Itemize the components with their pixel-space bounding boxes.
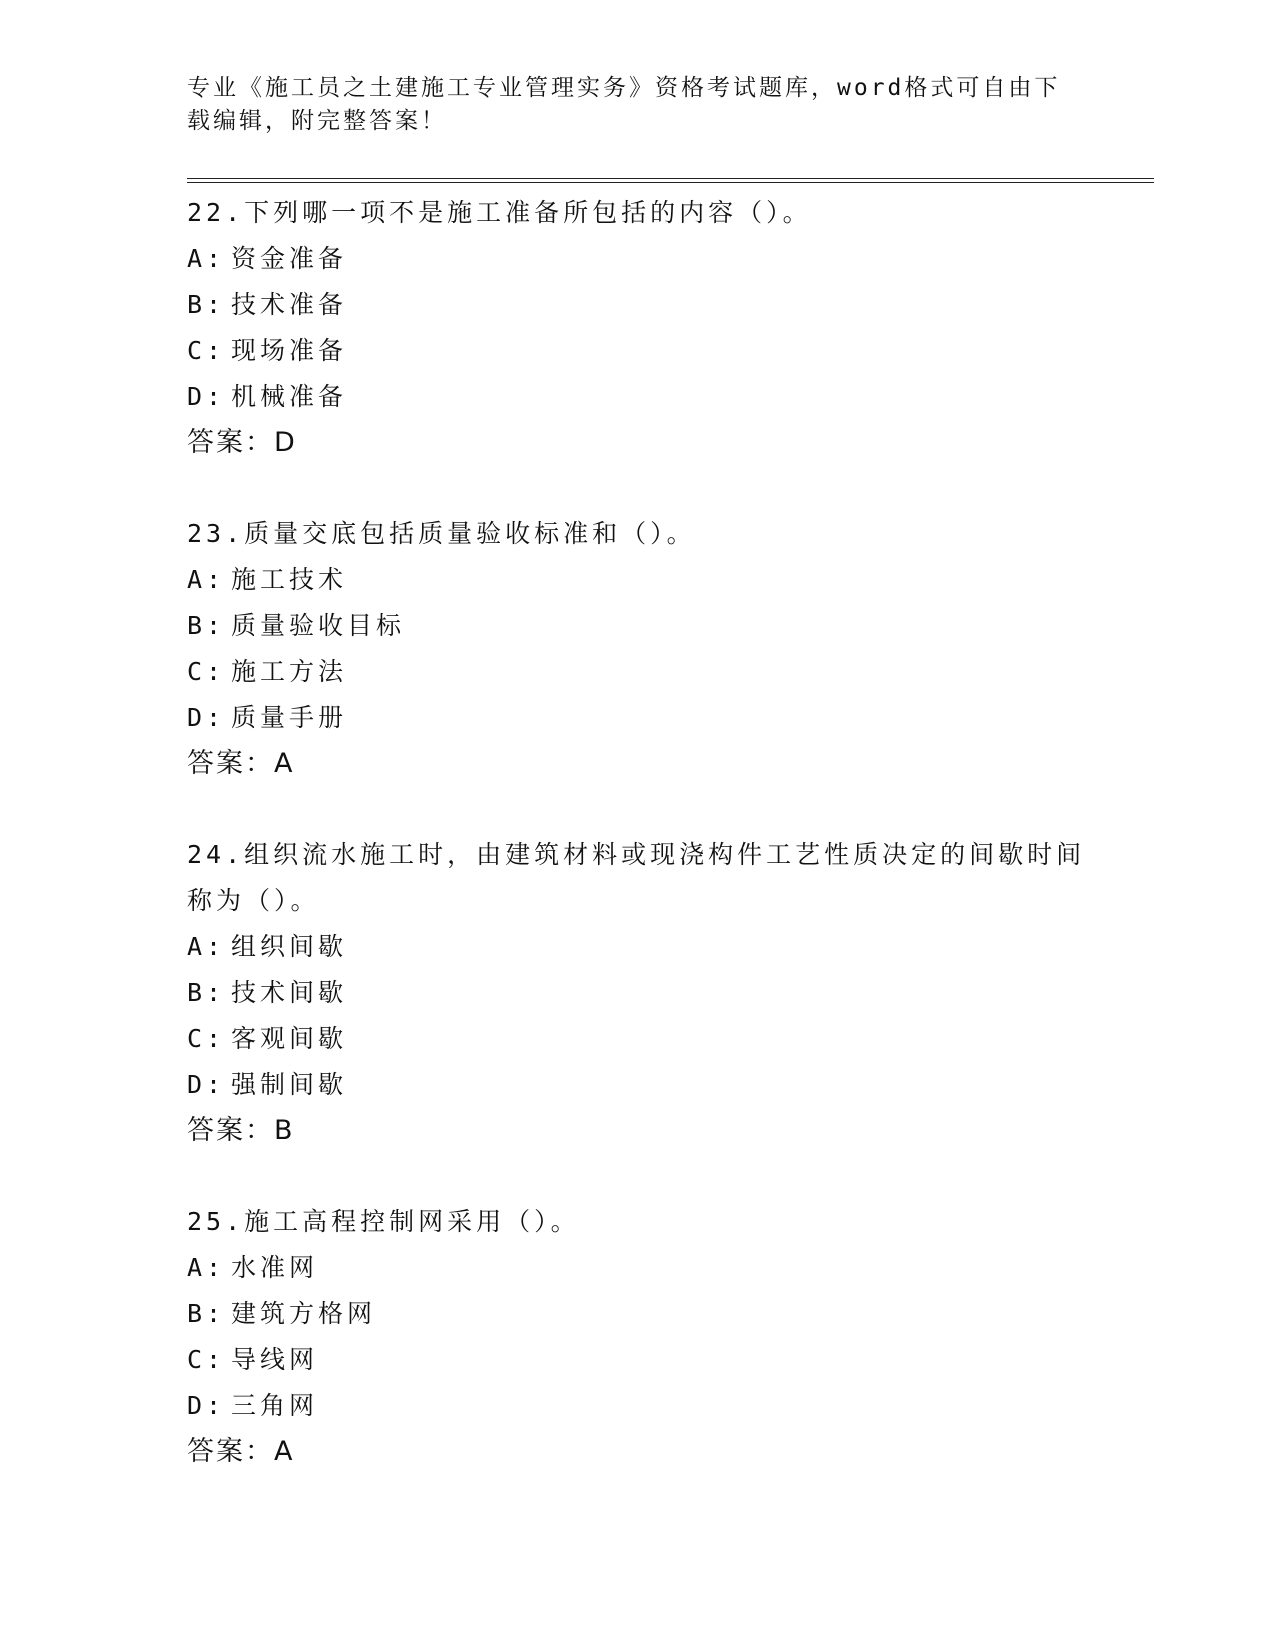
option-letter: B: (187, 978, 226, 1007)
option-text: 质量验收目标 (231, 611, 406, 640)
question-item (187, 832, 1087, 1154)
option-a (187, 924, 1087, 970)
option-letter: C: (187, 336, 226, 365)
option-b (187, 282, 1087, 328)
option-letter: D: (187, 382, 226, 411)
option-letter: D: (187, 1070, 226, 1099)
option-letter: C: (187, 657, 226, 686)
option-text: 施工技术 (231, 565, 348, 594)
option-text: 资金准备 (231, 244, 348, 273)
option-letter: A: (187, 565, 226, 594)
option-text: 技术准备 (231, 290, 348, 319)
option-a (187, 236, 1087, 282)
option-d (187, 1062, 1087, 1108)
option-text: 施工方法 (231, 657, 348, 686)
option-text: 客观间歇 (231, 1024, 348, 1053)
option-text: 导线网 (231, 1345, 319, 1374)
option-text: 现场准备 (231, 336, 348, 365)
option-text: 水准网 (231, 1253, 319, 1282)
answer-line: 答案：B (187, 1115, 295, 1146)
option-d (187, 374, 1087, 420)
option-letter: B: (187, 611, 226, 640)
option-text: 建筑方格网 (231, 1299, 377, 1328)
question-stem: 25.施工高程控制网采用（）。 (187, 1207, 580, 1236)
question-stem: 22.下列哪一项不是施工准备所包括的内容（）。 (187, 198, 812, 227)
header-divider-bottom (187, 182, 1154, 183)
option-letter: D: (187, 703, 226, 732)
answer-line: 答案：D (187, 427, 297, 458)
option-text: 技术间歇 (231, 978, 348, 1007)
option-c (187, 328, 1087, 374)
option-text: 机械准备 (231, 382, 348, 411)
option-letter: A: (187, 932, 226, 961)
option-c (187, 1337, 1087, 1383)
option-letter: A: (187, 244, 226, 273)
option-text: 三角网 (231, 1391, 319, 1420)
option-letter: B: (187, 290, 226, 319)
option-letter: C: (187, 1345, 226, 1374)
option-d (187, 695, 1087, 741)
answer-line: 答案：A (187, 1436, 295, 1467)
document-header: 专业《施工员之土建施工专业管理实务》资格考试题库，word格式可自由下载编辑，附完整答案！ (187, 75, 1061, 134)
option-a (187, 1245, 1087, 1291)
question-stem: 23.质量交底包括质量验收标准和（）。 (187, 519, 696, 548)
option-letter: C: (187, 1024, 226, 1053)
option-d (187, 1383, 1087, 1429)
option-c (187, 1016, 1087, 1062)
option-text: 质量手册 (231, 703, 348, 732)
option-b (187, 1291, 1087, 1337)
answer-line: 答案：A (187, 748, 295, 779)
option-b (187, 603, 1087, 649)
option-text: 强制间歇 (231, 1070, 348, 1099)
option-letter: D: (187, 1391, 226, 1420)
option-text: 组织间歇 (231, 932, 348, 961)
header-divider-top (187, 178, 1154, 179)
option-a (187, 557, 1087, 603)
question-list (187, 190, 1087, 1520)
question-stem: 24.组织流水施工时，由建筑材料或现浇构件工艺性质决定的间歇时间称为（）。 (187, 840, 1086, 915)
question-item (187, 1199, 1087, 1475)
question-item (187, 511, 1087, 787)
option-c (187, 649, 1087, 695)
option-b (187, 970, 1087, 1016)
question-item (187, 190, 1087, 466)
option-letter: A: (187, 1253, 226, 1282)
option-letter: B: (187, 1299, 226, 1328)
